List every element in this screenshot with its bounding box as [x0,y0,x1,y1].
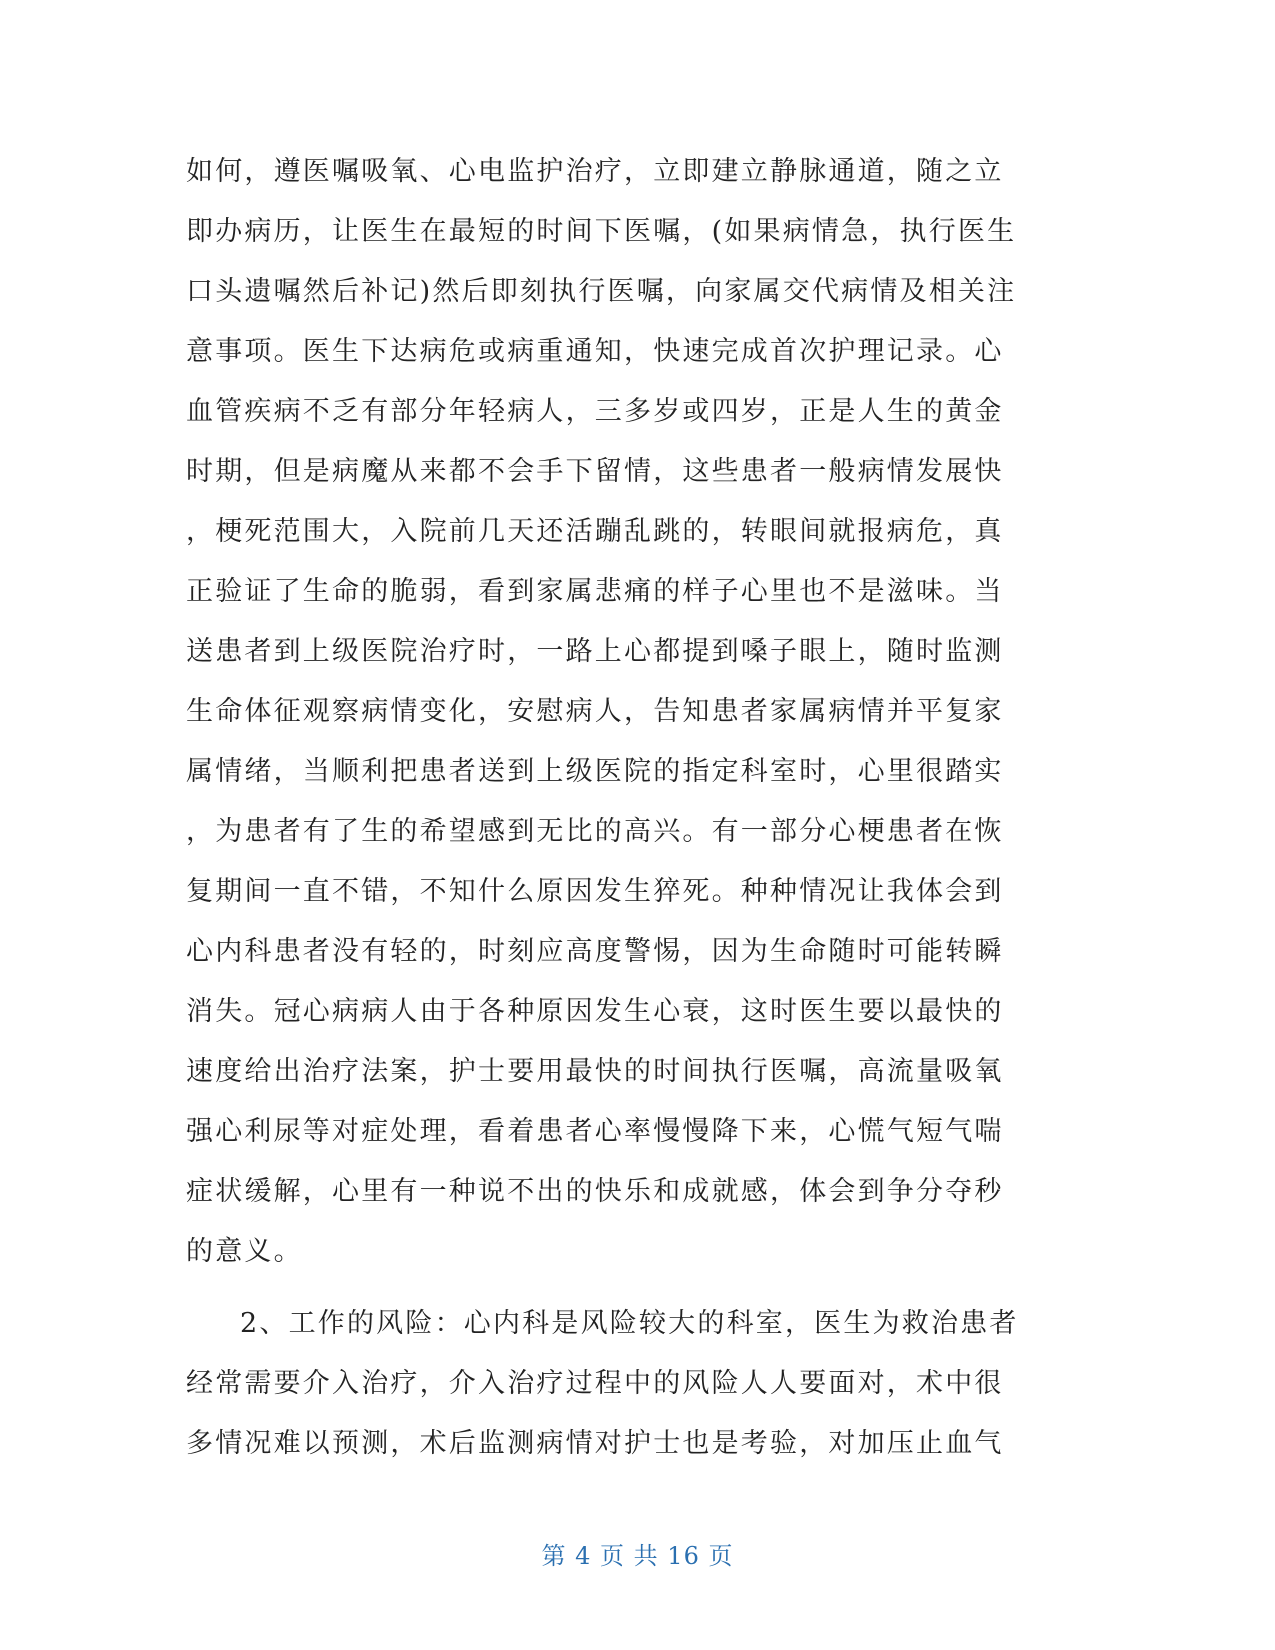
text-line: 2、工作的风险：心内科是风险较大的科室，医生为救治患者 [240,1308,1019,1339]
body-text [186,142,1086,1474]
text-line: 速度给出治疗法案，护士要用最快的时间执行医嘱，高流量吸氧 [186,1056,1004,1087]
text-line: 血管疾病不乏有部分年轻病人，三多岁或四岁，正是人生的黄金 [186,396,1004,427]
text-line: 正验证了生命的脆弱，看到家属悲痛的样子心里也不是滋味。当 [186,576,1004,607]
text-line: 强心利尿等对症处理，看着患者心率慢慢降下来，心慌气短气喘 [186,1116,1004,1147]
text-line: 多情况难以预测，术后监测病情对护士也是考验，对加压止血气 [186,1428,1004,1459]
paragraph-gap [186,1282,1086,1294]
text-line: ，为患者有了生的希望感到无比的高兴。有一部分心梗患者在恢 [186,816,1004,847]
text-line: 心内科患者没有轻的，时刻应高度警惕，因为生命随时可能转瞬 [186,936,1004,967]
text-line: 消失。冠心病病人由于各种原因发生心衰，这时医生要以最快的 [186,996,1004,1027]
text-line: 的意义。 [186,1236,303,1267]
text-line: 生命体征观察病情变化，安慰病人，告知患者家属病情并平复家 [186,696,1004,727]
text-line: 如何，遵医嘱吸氧、心电监护治疗，立即建立静脉通道，随之立 [186,156,1004,187]
text-line: 送患者到上级医院治疗时，一路上心都提到嗓子眼上，随时监测 [186,636,1004,667]
text-line: ，梗死范围大，入院前几天还活蹦乱跳的，转眼间就报病危，真 [186,516,1004,547]
text-line: 时期，但是病魔从来都不会手下留情，这些患者一般病情发展快 [186,456,1004,487]
paragraph-2 [186,1294,1086,1474]
text-line: 口头遗嘱然后补记)然后即刻执行医嘱，向家属交代病情及相关注 [186,276,1017,307]
text-line: 症状缓解，心里有一种说不出的快乐和成就感，体会到争分夺秒 [186,1176,1004,1207]
text-line: 经常需要介入治疗，介入治疗过程中的风险人人要面对，术中很 [186,1368,1004,1399]
text-line: 即办病历，让医生在最短的时间下医嘱，(如果病情急，执行医生 [186,216,1017,247]
paragraph-1 [186,142,1086,1282]
page-number-footer: 第 4 页 共 16 页 [541,1542,734,1570]
text-line: 复期间一直不错，不知什么原因发生猝死。种种情况让我体会到 [186,876,1004,907]
text-line: 意事项。医生下达病危或病重通知，快速完成首次护理记录。心 [186,336,1004,367]
text-line: 属情绪，当顺利把患者送到上级医院的指定科室时，心里很踏实 [186,756,1004,787]
